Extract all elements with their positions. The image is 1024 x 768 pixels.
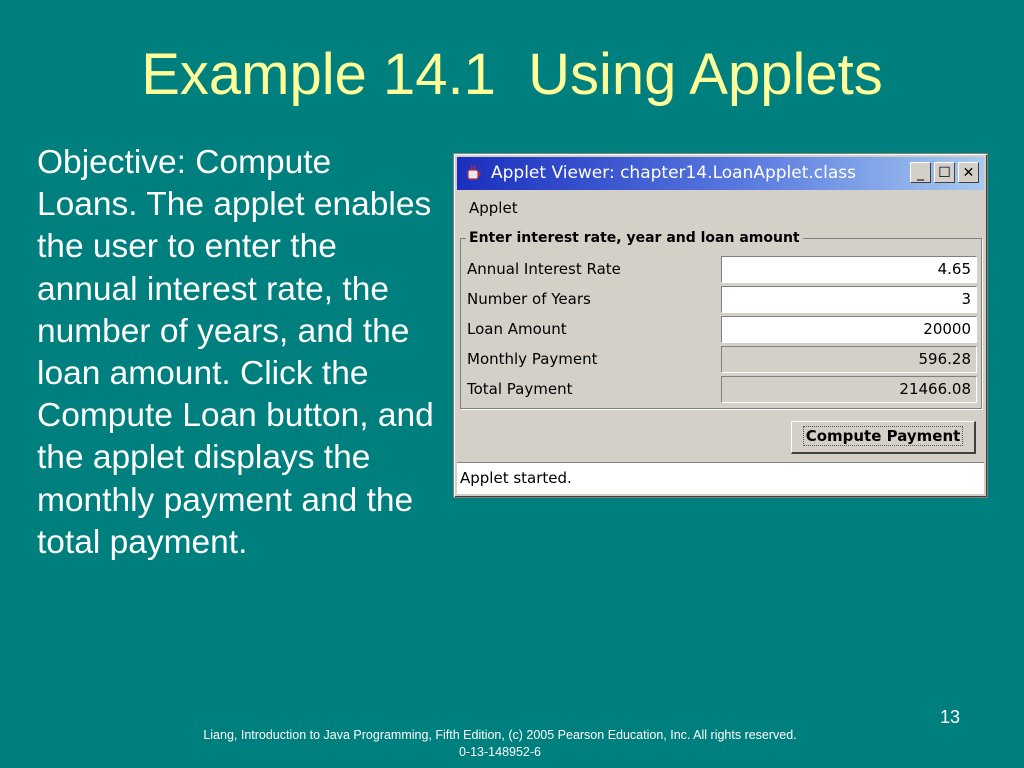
applet-viewer-window — [453, 153, 988, 498]
footer-copyright: Liang, Introduction to Java Programming, Fifth Edition, (c) 2005 Pearson Education, Inc. All rights reserved. 0-13-148952-6 — [203, 728, 797, 759]
java-cup-icon — [465, 164, 483, 182]
annual-interest-rate-label: Annual Interest Rate — [467, 260, 621, 278]
maximize-button[interactable]: ☐ — [934, 162, 955, 183]
page-number: 13 — [939, 707, 960, 727]
loan-amount-label: Loan Amount — [467, 320, 567, 338]
loan-amount-field[interactable]: 20000 — [721, 316, 977, 343]
annual-interest-rate-field[interactable]: 4.65 — [721, 256, 977, 283]
monthly-payment-label: Monthly Payment — [467, 350, 598, 368]
number-of-years-label: Number of Years — [467, 290, 591, 308]
window-title: Applet Viewer: chapter14.LoanApplet.class — [491, 163, 856, 183]
menu-applet[interactable]: Applet — [469, 199, 518, 217]
compute-payment-button[interactable] — [791, 421, 976, 454]
window-titlebar[interactable] — [457, 157, 984, 190]
slide-title: Example 14.1 Using Applets — [141, 42, 883, 107]
monthly-payment-field: 596.28 — [721, 346, 977, 373]
compute-payment-label: Compute Payment — [803, 426, 964, 446]
menubar — [457, 194, 984, 222]
status-text: Applet started. — [460, 469, 572, 487]
objective-text: Objective: Compute Loans. The applet enables the user to enter the annual interest rate, the number of years, and the loan amount. Click the Compute Loan button, and the applet displays the monthly payment and the total payment. — [37, 144, 434, 561]
total-payment-label: Total Payment — [467, 380, 573, 398]
minimize-button[interactable]: _ — [910, 162, 931, 183]
groupbox-title: Enter interest rate, year and loan amount — [466, 229, 803, 247]
number-of-years-field[interactable]: 3 — [721, 286, 977, 313]
close-button[interactable]: ✕ — [958, 162, 979, 183]
total-payment-field: 21466.08 — [721, 376, 977, 403]
status-bar — [457, 462, 984, 494]
